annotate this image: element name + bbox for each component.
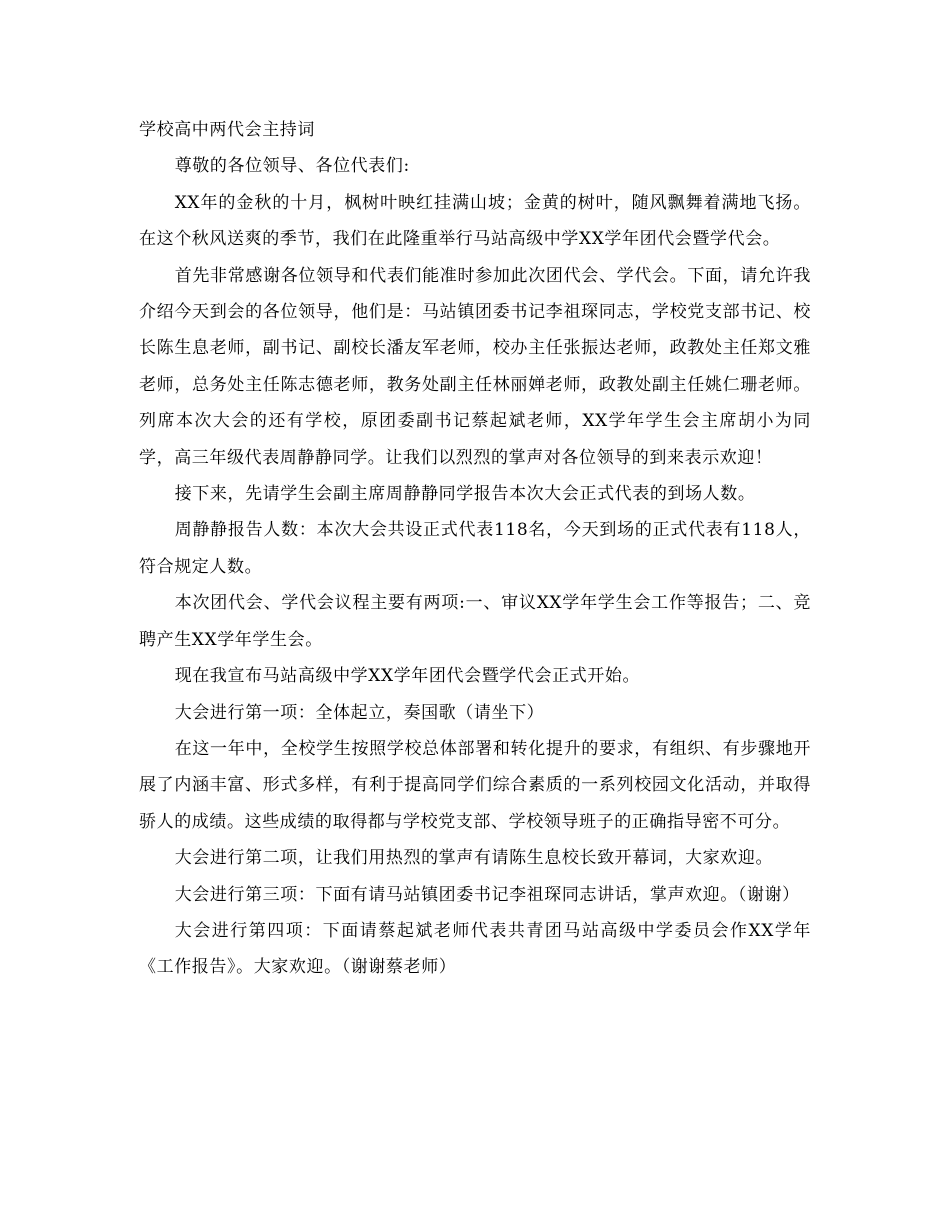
paragraph-agenda: 本次团代会、学代会议程主要有两项:一、审议XX学年学生会工作等报告；二、竞聘产生XX学年学生会。	[139, 593, 811, 650]
paragraph-opening: XX年的金秋的十月，枫树叶映红挂满山坡；金黄的树叶，随风飘舞着满地飞扬。在这个秋风送爽的季节，我们在此隆重举行马站高级中学XX学年团代会暨学代会。	[139, 192, 811, 250]
paragraph-item-two: 大会进行第二项，让我们用热烈的掌声有请陈生息校长致开幕词，大家欢迎。	[174, 848, 774, 869]
paragraph-item-four: 大会进行第四项：下面请蔡起斌老师代表共青团马站高级中学委员会作XX学年《工作报告》。大家欢迎。（谢谢蔡老师）	[139, 920, 811, 978]
paragraph-attendance-report: 周静静报告人数：本次大会共设正式代表118名，今天到场的正式代表有118人，符合规定人数。	[139, 520, 811, 577]
paragraph-attendance-request: 接下来，先请学生会副主席周静静同学报告本次大会正式代表的到场人数。	[174, 484, 756, 505]
paragraph-announcement: 现在我宣布马站高级中学XX学年团代会暨学代会正式开始。	[174, 666, 641, 687]
paragraph-item-three: 大会进行第三项：下面有请马站镇团委书记李祖琛同志讲话，掌声欢迎。（谢谢）	[174, 884, 800, 905]
paragraph-introductions: 首先非常感谢各位领导和代表们能准时参加此次团代会、学代会。下面，请允许我介绍今天到会的各位领导，他们是：马站镇团委书记李祖琛同志，学校党支部书记、校长陈生息老师，副书记、副校长潘友军老师，校办主任张振达老师，政教处主任郑文雅老师，总务处主任陈志德老师，教务处副主任林丽婵老师，政教处副主任姚仁珊老师。列席本次大会的还有学校，原团委副书记蔡起斌老师，XX学年学生会主席胡小为同学，高三年级代表周静静同学。让我们以烈烈的掌声对各位领导的到来表示欢迎！	[139, 265, 811, 468]
document-body	[139, 112, 811, 986]
paragraph-salutation: 尊敬的各位领导、各位代表们:	[174, 156, 410, 177]
paragraph-review: 在这一年中，全校学生按照学校总体部署和转化提升的要求，有组织、有步骤地开展了内涵丰富、形式多样，有利于提高同学们综合素质的一系列校园文化活动，并取得骄人的成绩。这些成绩的取得都与学校党支部、学校领导班子的正确指导密不可分。	[139, 738, 811, 832]
document-title: 学校高中两代会主持词	[139, 120, 315, 140]
paragraph-item-one: 大会进行第一项：全体起立，奏国歌（请坐下）	[174, 702, 545, 723]
